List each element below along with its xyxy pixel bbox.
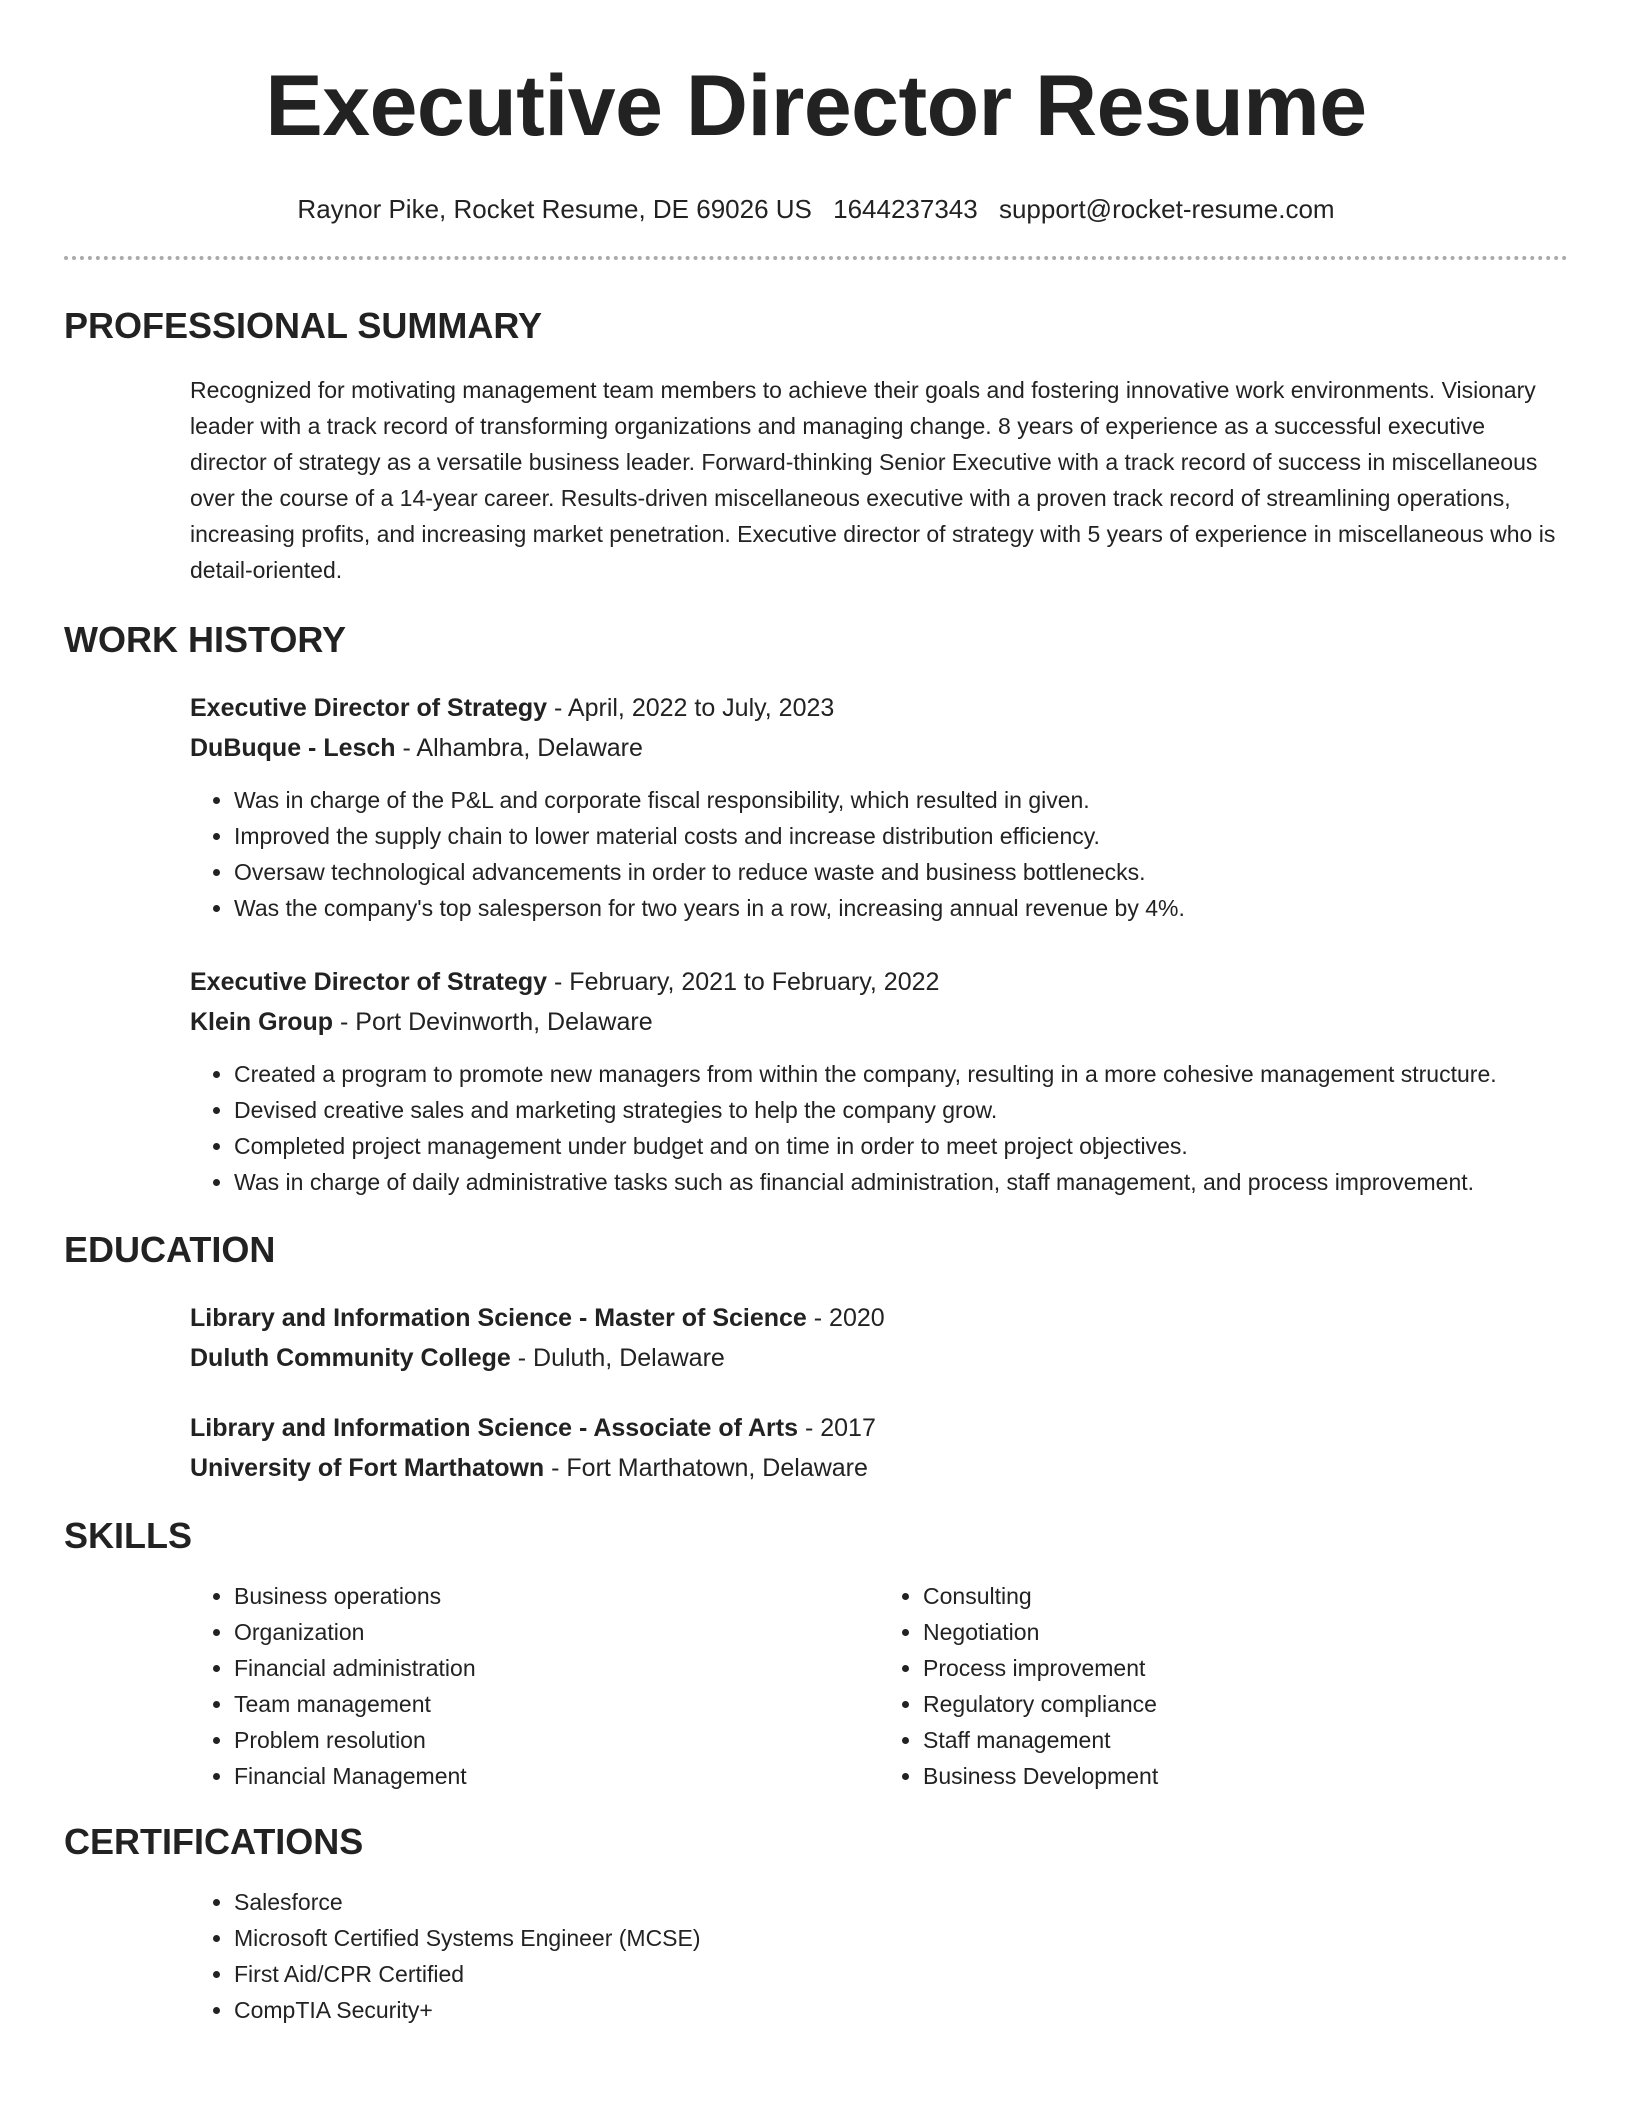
work-history-section [64,618,1568,1200]
education-entry [190,1298,1568,1378]
page-title: Executive Director Resume [265,58,1367,154]
job-company: Klein Group [190,1008,334,1036]
job-location: - Alhambra, Delaware [395,734,643,762]
header-divider [64,256,1568,260]
school-line [190,1448,1568,1488]
list-item: • Negotiation [923,1614,1568,1650]
skills-heading: SKILLS [64,1515,193,1556]
certifications-list [190,1884,1568,2028]
school-location: - Fort Marthatown, Delaware [544,1454,868,1482]
job-entry [190,688,1568,926]
degree-year: - 2017 [798,1414,876,1442]
job-company-line [190,728,1568,768]
list-item: • Was in charge of daily administrative tasks such as financial administration, staff management, and process improvement. [234,1164,1568,1200]
degree-line [190,1298,1568,1338]
list-item: • Financial Management [234,1758,879,1794]
skills-list-right [879,1578,1568,1794]
contact-phone: 1644237343 [833,194,978,224]
list-item: • Financial administration [234,1650,879,1686]
job-company: DuBuque - Lesch [190,734,396,762]
job-company-line [190,1002,1568,1042]
school-line [190,1338,1568,1378]
summary-heading: PROFESSIONAL SUMMARY [64,305,543,346]
job-entry [190,962,1568,1200]
job-title: Executive Director of Strategy [190,968,548,996]
list-item: • Staff management [923,1722,1568,1758]
job-title-line [190,688,1568,728]
list-item: • Process improvement [923,1650,1568,1686]
summary-text: Recognized for motivating management team members to achieve their goals and fostering innovative work environments. Visionary leader with a track record of transforming organizations and managing change. 8 years of experience as a successful executive director of strategy as a versatile business leader. Forward-thinking Senior Executive with a track record of success in miscellaneous over the course of a 14-year career. Results-driven miscellaneous executive with a proven track record of streamlining operations, increasing profits, and increasing market penetration. Executive director of strategy with 5 years of experience in miscellaneous who is detail-oriented. [190,377,1556,583]
list-item: • Regulatory compliance [923,1686,1568,1722]
job-title-line [190,962,1568,1002]
contact-line [64,192,1568,226]
list-item: • Business operations [234,1578,879,1614]
job-location: - Port Devinworth, Delaware [333,1008,653,1036]
job-title: Executive Director of Strategy [190,694,548,722]
degree-line [190,1408,1568,1448]
list-item: • Was in charge of the P&L and corporate fiscal responsibility, which resulted in given. [234,782,1568,818]
list-item: • Was the company's top salesperson for two years in a row, increasing annual revenue by 4%. [234,890,1568,926]
school-location: - Duluth, Delaware [510,1344,725,1372]
school: University of Fort Marthatown [190,1454,545,1482]
skills-section [64,1514,1568,1794]
job-bullets [190,782,1568,926]
job-bullets [190,1056,1568,1200]
list-item: • Created a program to promote new managers from within the company, resulting in a more cohesive management structure. [234,1056,1568,1092]
degree: Library and Information Science - Associate of Arts [190,1414,799,1442]
job-dates: - April, 2022 to July, 2023 [547,694,835,722]
list-item: • Salesforce [234,1884,1568,1920]
degree: Library and Information Science - Master of Science [190,1304,807,1332]
education-entry [190,1408,1568,1488]
job-dates: - February, 2021 to February, 2022 [547,968,940,996]
list-item: • Team management [234,1686,879,1722]
list-item: • Microsoft Certified Systems Engineer (MCSE) [234,1920,1568,1956]
education-heading: EDUCATION [64,1229,276,1270]
list-item: • Consulting [923,1578,1568,1614]
contact-address: Raynor Pike, Rocket Resume, DE 69026 US [297,194,812,224]
list-item: • First Aid/CPR Certified [234,1956,1568,1992]
certifications-heading: CERTIFICATIONS [64,1821,364,1862]
list-item: • CompTIA Security+ [234,1992,1568,2028]
list-item: • Improved the supply chain to lower material costs and increase distribution efficiency. [234,818,1568,854]
school: Duluth Community College [190,1344,511,1372]
list-item: • Business Development [923,1758,1568,1794]
list-item: • Devised creative sales and marketing strategies to help the company grow. [234,1092,1568,1128]
work-history-heading: WORK HISTORY [64,619,347,660]
resume-header [64,0,1568,260]
list-item: • Problem resolution [234,1722,879,1758]
list-item: • Oversaw technological advancements in order to reduce waste and business bottlenecks. [234,854,1568,890]
contact-email: support@rocket-resume.com [998,194,1335,224]
summary-section [64,304,1568,588]
list-item: • Organization [234,1614,879,1650]
skills-grid [190,1578,1568,1794]
list-item: • Completed project management under budget and on time in order to meet project objectives. [234,1128,1568,1164]
skills-list-left [190,1578,879,1794]
certifications-section [64,1820,1568,2028]
degree-year: - 2020 [806,1304,885,1332]
education-section [64,1228,1568,1488]
